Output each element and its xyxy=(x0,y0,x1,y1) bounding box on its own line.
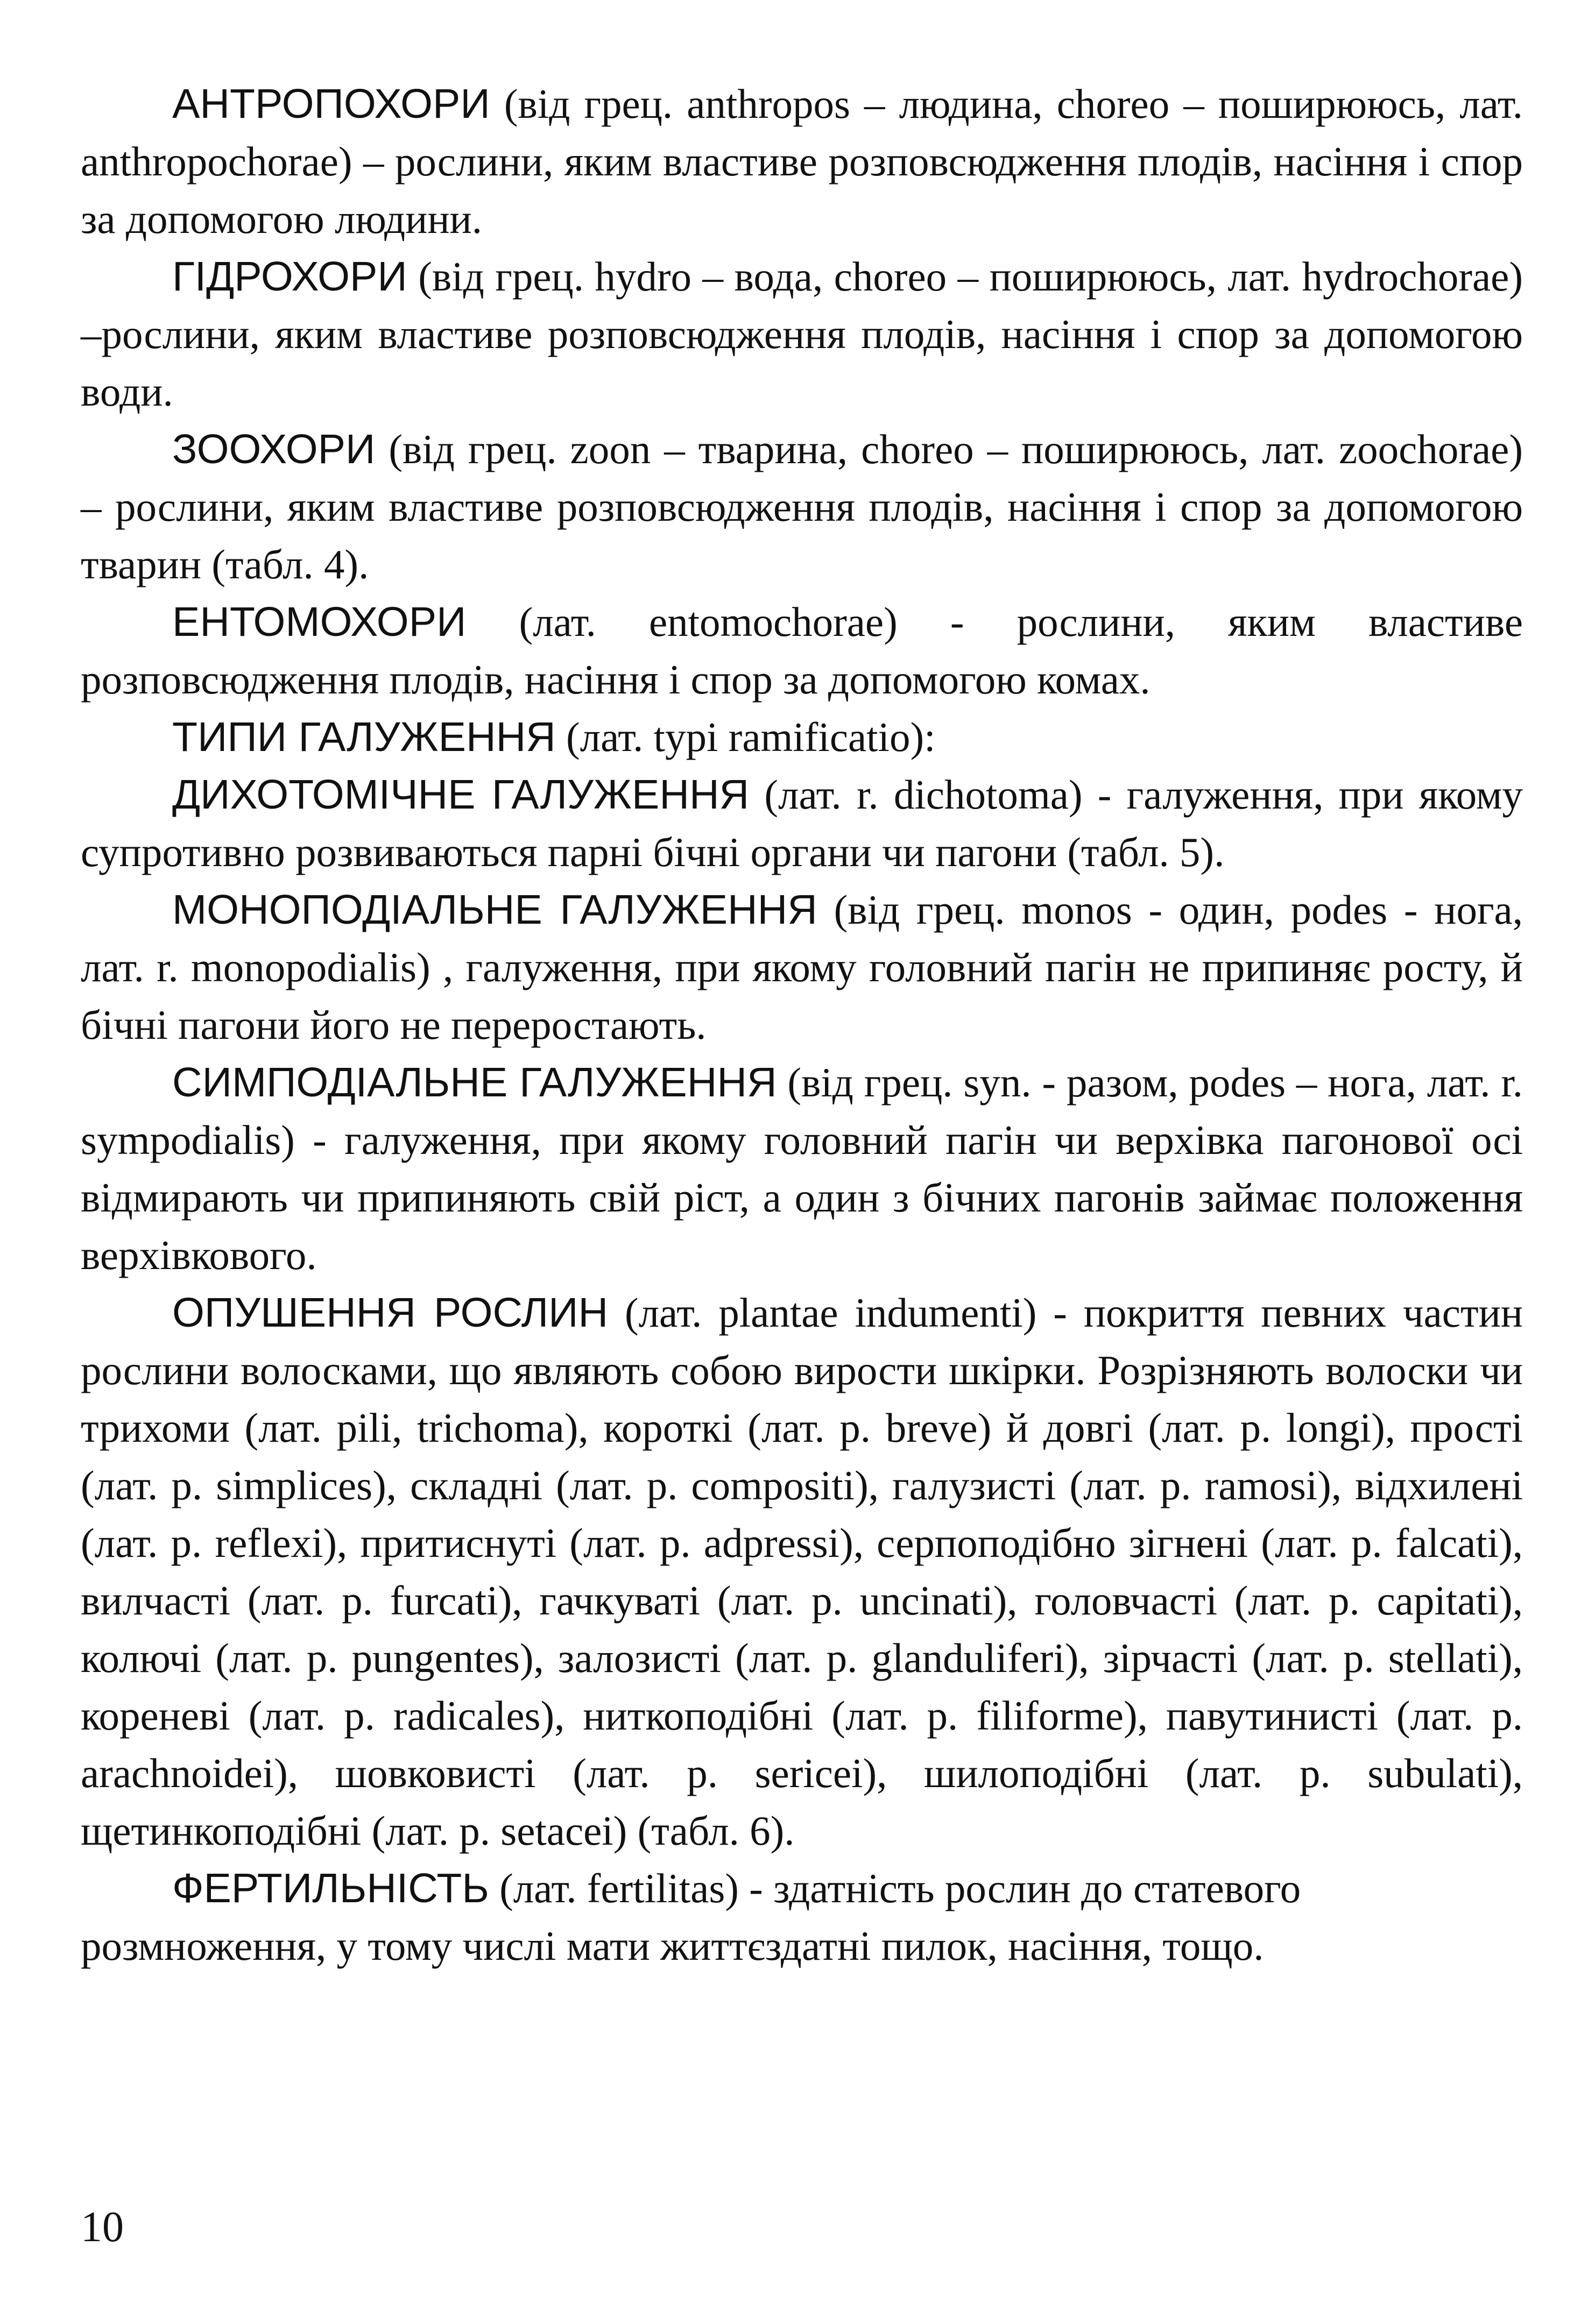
paragraph-branching-types xyxy=(81,708,1523,766)
definition-anthropochores: (від грец. anthropos – людина, choreo – поширююсь, лат. anthropochorae) – рослини, яким властиве розповсюдження плодів, насіння і спор за допомогою людини. xyxy=(81,81,1523,242)
definition-dichotomous-branching: (лат. r. dichotoma) - галуження, при якому супротивно розвиваються парні бічні органи чи пагони (табл. 5). xyxy=(81,771,1523,875)
term-sympodial-branching: СИМПОДІАЛЬНЕ ГАЛУЖЕННЯ xyxy=(172,1059,777,1106)
paragraph-entomochores xyxy=(81,593,1523,708)
term-anthropochores: АНТРОПОХОРИ xyxy=(172,81,490,127)
paragraph-sympodial-branching xyxy=(81,1054,1523,1284)
definition-entomochores: (лат. entomochorae) - рослини, яким властиве розповсюдження плодів, насіння і спор за допомогою комах. xyxy=(81,599,1523,703)
paragraph-monopodial-branching xyxy=(81,881,1523,1054)
paragraph-hydrochores xyxy=(81,248,1523,421)
page-number: 10 xyxy=(81,2203,124,2251)
definition-zoochores: (від грец. zoon – тварина, choreo – поширююсь, лат. zoochorae) – рослини, яким властиве розповсюдження плодів, насіння і спор за допомогою тварин (табл. 4). xyxy=(81,426,1523,587)
definition-monopodial-branching: (від грец. monos - один, podes - нога, лат. r. monopodialis) , галуження, при якому головний пагін не припиняє росту, й бічні пагони його не переростають. xyxy=(81,887,1523,1048)
term-fertility: ФЕРТИЛЬНІСТЬ xyxy=(172,1865,489,1911)
definition-hydrochores: (від грец. hydro – вода, choreo – поширююсь, лат. hydrochorae) –рослини, яким властиве розповсюдження плодів, насіння і спор за допомогою води. xyxy=(81,253,1523,415)
definition-plant-pubescence: (лат. plantae indumenti) - покриття певних частин рослини волосками, що являють собою вирости шкірки. Розрізняють волоски чи трихоми (лат. pili, trichoma), короткі (лат. p. breve) й довгі (лат. p. longi), прості (лат. p. simplices), складні (лат. p. compositi), галузисті (лат. p. ramosi), відхилені (лат. p. reflexi), притиснуті (лат. p. adpressi), серпоподібно зігнені (лат. p. falcati), вилчасті (лат. p. furcati), гачкуваті (лат. p. uncinati), головчасті (лат. p. capitati), колючі (лат. p. pungentes), залозисті (лат. p. glanduliferi), зірчасті (лат. p. stellati), кореневі (лат. p. radicales), ниткоподібні (лат. p. filiforme), павутинисті (лат. p. arachnoidei), шовковисті (лат. p. sericei), шилоподібні (лат. p. subulati), щетинкоподібні (лат. p. setacei) (табл. 6). xyxy=(81,1289,1523,1854)
definition-fertility: (лат. fertilitas) - здатність рослин до статевого розмноження, у тому числі мати життєздатні пилок, насіння, тощо. xyxy=(81,1865,1301,1969)
paragraph-anthropochores xyxy=(81,75,1523,248)
term-plant-pubescence: ОПУШЕННЯ РОСЛИН xyxy=(172,1289,609,1336)
page-body xyxy=(81,75,1523,2281)
term-dichotomous-branching: ДИХОТОМІЧНЕ ГАЛУЖЕННЯ xyxy=(172,771,750,818)
term-branching-types: ТИПИ ГАЛУЖЕННЯ xyxy=(172,714,556,760)
term-entomochores: ЕНТОМОХОРИ xyxy=(172,599,467,645)
definition-sympodial-branching: (від грец. syn. - разом, podes – нога, лат. r. sympodialis) - галуження, при якому головний пагін чи верхівка пагонової осі відмирають чи припиняють свій ріст, а один з бічних пагонів займає положення верхівкового. xyxy=(81,1059,1523,1278)
definition-branching-types: (лат. typi ramificatio): xyxy=(555,714,936,760)
term-zoochores: ЗООХОРИ xyxy=(172,426,376,472)
term-monopodial-branching: МОНОПОДІАЛЬНЕ ГАЛУЖЕННЯ xyxy=(172,887,817,933)
paragraph-fertility xyxy=(81,1860,1523,1975)
paragraph-dichotomous-branching xyxy=(81,766,1523,881)
paragraph-zoochores xyxy=(81,421,1523,593)
paragraph-plant-pubescence xyxy=(81,1284,1523,1860)
term-hydrochores: ГІДРОХОРИ xyxy=(172,253,407,300)
